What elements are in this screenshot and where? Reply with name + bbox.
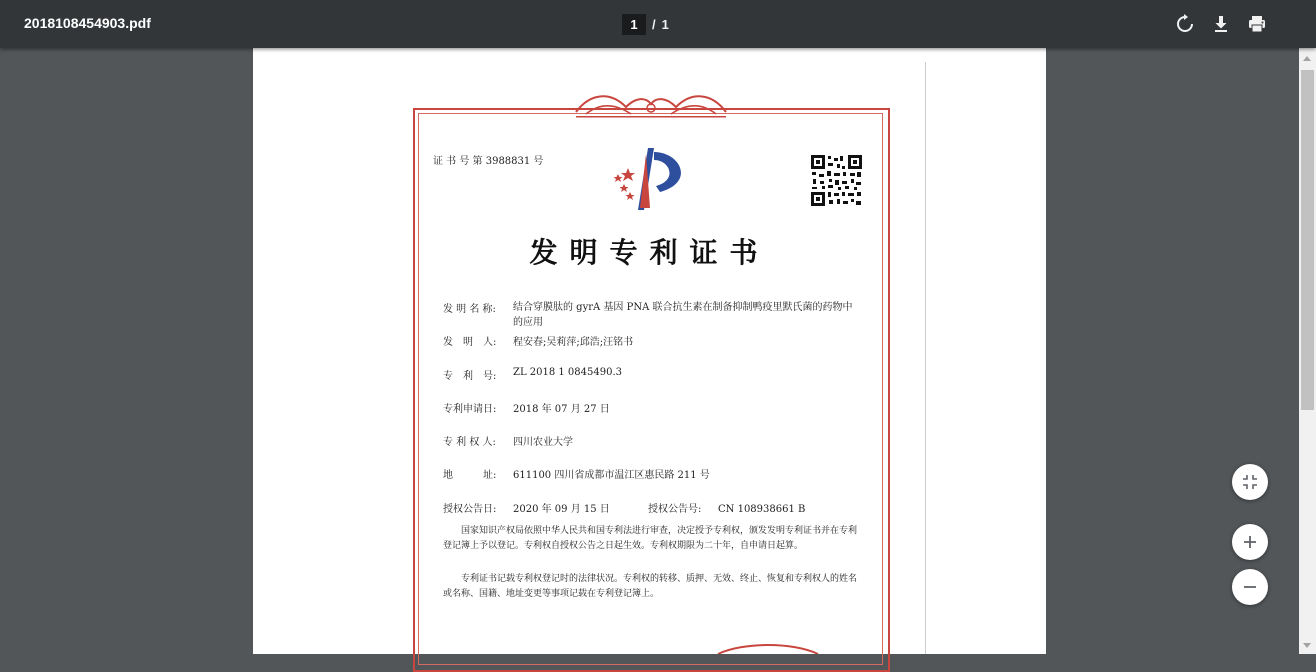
field-label: 授权公告日: [443,504,497,515]
fit-to-page-icon [1242,474,1258,490]
print-icon[interactable] [1247,14,1267,34]
certificate-notice-1: 国家知识产权局依照中华人民共和国专利法进行审查，决定授予专利权，颁发发明专利证书并在专利登记簿上予以登记。专利权自授权公告之日起生效。专利权期限为二十年，自申请日起算。 [443,526,858,551]
field-value: 四川农业大学 [513,437,573,448]
current-page-input[interactable]: 1 [622,14,646,35]
rotate-icon[interactable] [1175,14,1195,34]
field-invention-name [443,300,858,330]
field-value: 程安春;吴莉萍;邱浩;汪铭书 [513,337,634,348]
field-value: ZL 2018 1 0845490.3 [513,367,623,378]
certificate-title: 发明专利证书 [529,236,770,269]
file-name: 2018108454903.pdf [24,15,151,31]
field-grant-date [443,500,610,515]
field-label: 发 明 名 称: [443,304,496,315]
fit-page-button[interactable] [1232,464,1268,500]
field-value: 结合穿膜肽的 gyrA 基因 PNA 联合抗生素在制备抑制鸭疫里默氏菌的药物中的应用 [513,302,853,328]
field-address [443,466,858,481]
certificate-number: 证 书 号 第 3988831 号 [433,156,544,167]
pdf-page [253,48,1046,654]
scroll-down-icon[interactable] [1303,643,1311,648]
total-pages: 1 [661,16,669,32]
field-application-date [443,400,858,415]
field-value: 2020 年 09 月 15 日 [513,504,610,515]
cnipa-logo-icon [608,144,693,212]
field-value: 611100 四川省成都市温江区惠民路 211 号 [513,470,710,481]
scroll-up-icon[interactable] [1303,56,1311,61]
field-label: 地 址: [443,470,497,481]
zoom-in-button[interactable] [1232,524,1268,560]
field-label: 授权公告号: [648,504,702,515]
field-value: CN 108938661 B [718,504,806,515]
field-label: 专 利 权 人: [443,437,496,448]
field-label: 发 明 人: [443,337,497,348]
ornament-icon [571,92,731,122]
field-patentee [443,433,858,448]
field-label: 专 利 号: [443,371,497,382]
viewer-toolbar [0,0,1316,48]
page-separator: / [652,16,656,32]
page-edge-line [925,62,926,654]
scrollbar-thumb[interactable] [1301,70,1314,410]
plus-icon [1242,534,1258,550]
field-value: 2018 年 07 月 27 日 [513,404,610,415]
field-label: 专利申请日: [443,404,497,415]
vertical-scrollbar[interactable] [1299,48,1316,654]
page-indicator [622,13,669,35]
field-inventors [443,333,858,348]
download-icon[interactable] [1211,14,1231,34]
qr-code-icon [810,154,863,207]
minus-icon [1242,579,1258,595]
seal-arc-icon [713,644,823,654]
zoom-out-button[interactable] [1232,569,1268,605]
certificate-notice-2: 专利证书记载专利权登记时的法律状况。专利权的转移、质押、无效、终止、恢复和专利权人的姓名或名称、国籍、地址变更等事项记载在专利登记簿上。 [443,574,858,599]
field-patent-number [443,367,858,382]
field-grant-number [648,500,805,515]
